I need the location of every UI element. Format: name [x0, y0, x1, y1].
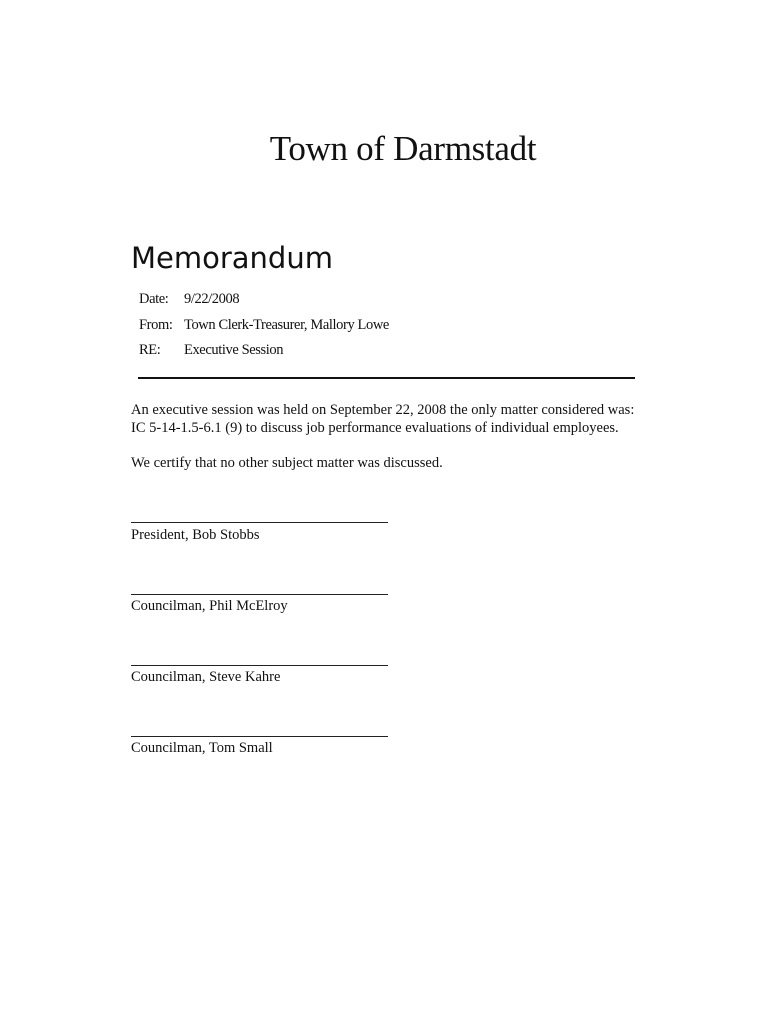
signature-line-1	[131, 522, 388, 523]
signature-line-4	[131, 736, 388, 737]
date-label: Date:	[139, 291, 169, 307]
signature-line-2	[131, 594, 388, 595]
header-divider	[138, 377, 635, 379]
signatory-name-4: Councilman, Tom Small	[131, 740, 273, 756]
signatory-name-1: President, Bob Stobbs	[131, 527, 260, 543]
re-value: Executive Session	[184, 342, 284, 358]
re-label: RE:	[139, 342, 161, 358]
signature-line-3	[131, 665, 388, 666]
body-line-1: An executive session was held on September 22, 2008 the only matter considered was:	[131, 402, 635, 418]
body-line-2: IC 5-14-1.5-6.1 (9) to discuss job performance evaluations of individual employees.	[131, 420, 619, 436]
from-value: Town Clerk-Treasurer, Mallory Lowe	[184, 317, 389, 333]
document-title: Town of Darmstadt	[269, 129, 537, 168]
from-label: From:	[139, 317, 173, 333]
certification-statement: We certify that no other subject matter was discussed.	[131, 455, 443, 471]
memo-heading: Memorandum	[131, 241, 333, 275]
signatory-name-3: Councilman, Steve Kahre	[131, 669, 281, 685]
signatory-name-2: Councilman, Phil McElroy	[131, 598, 288, 614]
date-value: 9/22/2008	[184, 291, 240, 307]
